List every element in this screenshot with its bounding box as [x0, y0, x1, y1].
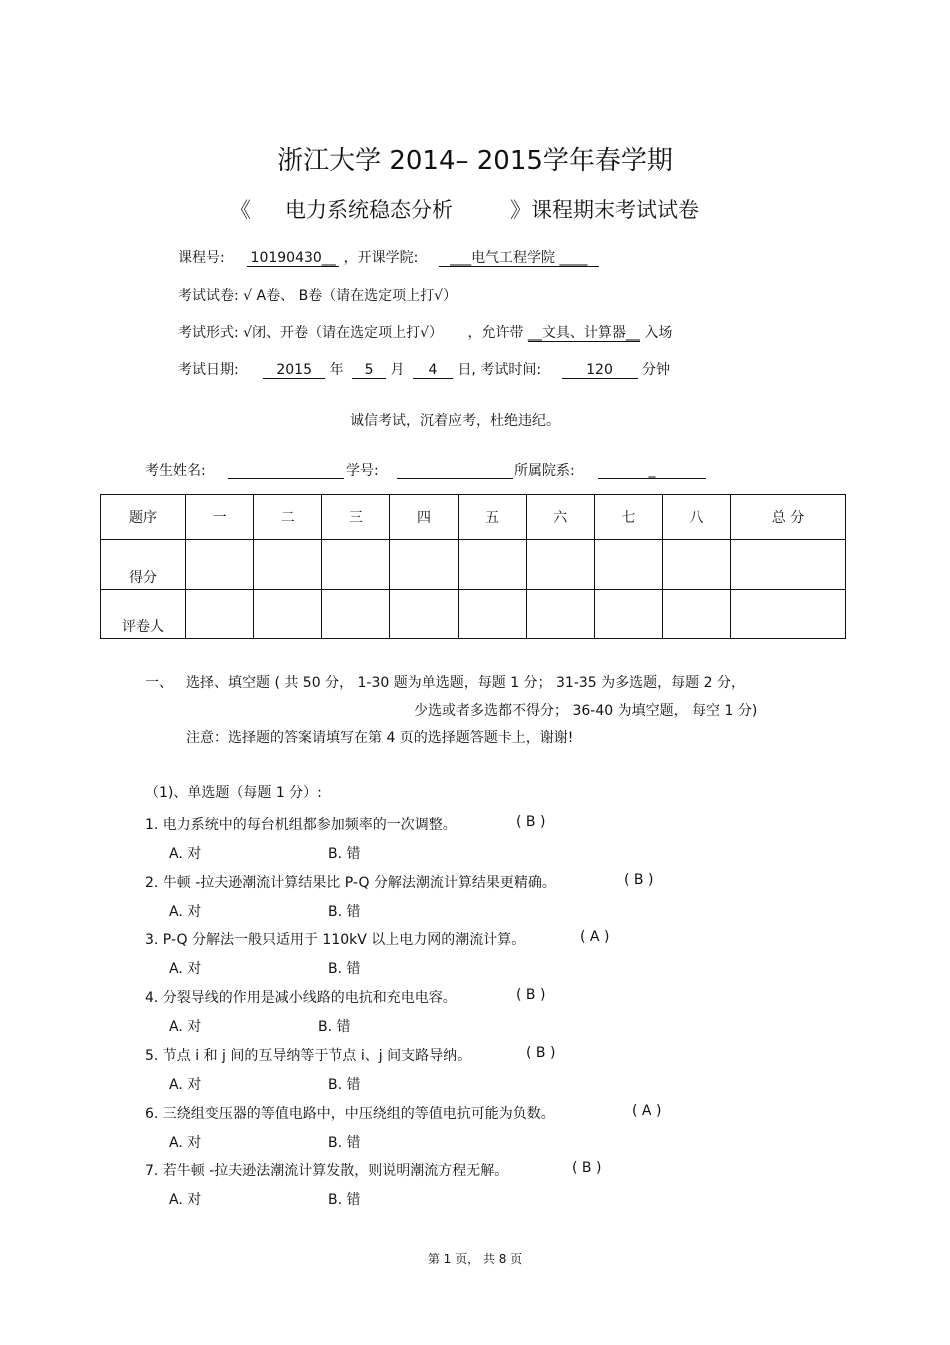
question-answer: ( B ): [516, 987, 546, 1003]
header-cell: 六: [526, 495, 594, 540]
paper-line: [178, 285, 457, 305]
header-cell: 八: [662, 495, 730, 540]
header-cell: 三: [322, 495, 390, 540]
score-cell[interactable]: [731, 540, 846, 589]
score-cell[interactable]: [526, 540, 594, 589]
day-unit: 日, 考试时间:: [457, 362, 542, 378]
college-value: ___电气工程学院 ____: [439, 250, 599, 267]
option-b: B. 错: [328, 1192, 361, 1208]
exam-duration: 120: [562, 362, 638, 379]
page-footer: 第 1 页， 共 8 页: [427, 1252, 523, 1266]
paper-label: 考试试卷:: [178, 288, 239, 304]
header-cell: 一: [186, 495, 254, 540]
header-cell: 二: [254, 495, 322, 540]
option-a: A. 对: [169, 846, 202, 862]
option-b: B. 错: [328, 1135, 361, 1151]
header-cell: 五: [458, 495, 526, 540]
enter-label: 入场: [644, 325, 673, 341]
section-instructions-line1: 选择、填空题 ( 共 50 分， 1-30 题为单选题，每题 1 分； 31-35 为多选题，每题 2 分，: [186, 675, 745, 691]
student-id-field[interactable]: [397, 478, 513, 479]
question-text: 2. 牛顿 -拉夫逊潮流计算结果比 P-Q 分解法潮流计算结果更精确。: [145, 875, 556, 891]
student-name-field[interactable]: [228, 478, 344, 479]
question-answer: ( B ): [516, 814, 546, 830]
option-a: A. 对: [169, 1135, 202, 1151]
option-b: B. 错: [328, 846, 361, 862]
exam-day: 4: [413, 362, 453, 379]
grader-cell[interactable]: [458, 589, 526, 638]
course-no-value: 10190430__: [247, 250, 339, 267]
question-answer: ( B ): [572, 1160, 602, 1176]
option-b: B. 错: [328, 961, 361, 977]
question-answer: ( B ): [526, 1045, 556, 1061]
college-label: ，开课学院:: [343, 250, 419, 266]
year-unit: 年: [329, 362, 344, 378]
grader-cell[interactable]: [731, 589, 846, 638]
question-text: 5. 节点 i 和 j 间的互导纳等于节点 i、j 间支路导纳。: [145, 1048, 472, 1064]
paper-value: √ A卷、 B卷（请在选定项上打√）: [243, 288, 458, 304]
part-heading: （1)、单选题（每题 1 分）:: [145, 785, 322, 801]
date-label: 考试日期:: [178, 362, 239, 378]
header-cell: 题序: [101, 495, 186, 540]
exam-title: 浙江大学 2014– 2015学年春学期: [277, 146, 673, 176]
form-label: 考试形式:: [178, 325, 239, 341]
score-table: [100, 494, 846, 639]
allow-value: __文具、计算器__: [527, 325, 640, 341]
grader-cell[interactable]: [594, 589, 662, 638]
honesty-motto: 诚信考试，沉着应考，杜绝违纪。: [350, 413, 560, 429]
row-label: 评卷人: [101, 589, 186, 638]
question-text: 7. 若牛顿 -拉夫逊法潮流计算发散，则说明潮流方程无解。: [145, 1163, 509, 1179]
section-number: 一、: [145, 675, 173, 691]
form-value: √闭、开卷（请在选定项上打√）: [243, 325, 444, 341]
question-answer: ( B ): [624, 872, 654, 888]
score-cell[interactable]: [322, 540, 390, 589]
header-cell: 四: [390, 495, 458, 540]
exam-year: 2015: [263, 362, 325, 379]
student-id-label: 学号:: [346, 463, 379, 479]
option-a: A. 对: [169, 1077, 202, 1093]
question-answer: ( A ): [632, 1103, 662, 1119]
section-instructions-line2: 少选或者多选都不得分； 36-40 为填空题， 每空 1 分): [414, 703, 758, 719]
question-answer: ( A ): [580, 929, 610, 945]
course-name: 电力系统稳态分析: [285, 198, 453, 222]
option-a: A. 对: [169, 961, 202, 977]
option-b: B. 错: [318, 1019, 351, 1035]
date-line: [178, 359, 670, 379]
student-dept-label: 所属院系:: [514, 463, 575, 479]
form-line: [178, 322, 672, 342]
duration-unit: 分钟: [641, 362, 670, 378]
subtitle-open-bracket: 《: [230, 198, 251, 222]
month-unit: 月: [390, 362, 405, 378]
header-cell: 七: [594, 495, 662, 540]
score-row: [101, 540, 846, 589]
question-text: 6. 三绕组变压器的等值电路中，中压绕组的等值电抗可能为负数。: [145, 1106, 555, 1122]
option-b: B. 错: [328, 904, 361, 920]
grader-cell[interactable]: [526, 589, 594, 638]
option-a: A. 对: [169, 1019, 202, 1035]
score-cell[interactable]: [458, 540, 526, 589]
grader-cell[interactable]: [390, 589, 458, 638]
question-text: 1. 电力系统中的每台机组都参加频率的一次调整。: [145, 817, 457, 833]
course-no-line: [178, 247, 599, 267]
grader-cell[interactable]: [322, 589, 390, 638]
section-note: 注意：选择题的答案请填写在第 4 页的选择题答题卡上，谢谢!: [186, 730, 574, 746]
score-table-header-row: [101, 495, 846, 540]
grader-cell[interactable]: [254, 589, 322, 638]
score-cell[interactable]: [390, 540, 458, 589]
grader-row: [101, 589, 846, 638]
course-no-label: 课程号:: [178, 250, 225, 266]
exam-month: 5: [352, 362, 386, 379]
header-cell: 总 分: [731, 495, 846, 540]
student-dept-field[interactable]: _: [598, 462, 706, 479]
subtitle-rest: 》课程期末考试试卷: [510, 198, 699, 222]
score-cell[interactable]: [594, 540, 662, 589]
option-b: B. 错: [328, 1077, 361, 1093]
score-cell[interactable]: [254, 540, 322, 589]
row-label: 得分: [101, 540, 186, 589]
score-cell[interactable]: [662, 540, 730, 589]
question-text: 3. P-Q 分解法一般只适用于 110kV 以上电力网的潮流计算。: [145, 932, 526, 948]
grader-cell[interactable]: [662, 589, 730, 638]
score-cell[interactable]: [186, 540, 254, 589]
student-name-label: 考生姓名:: [145, 463, 206, 479]
option-a: A. 对: [169, 1192, 202, 1208]
option-a: A. 对: [169, 904, 202, 920]
question-text: 4. 分裂导线的作用是减小线路的电抗和充电电容。: [145, 990, 457, 1006]
grader-cell[interactable]: [186, 589, 254, 638]
allow-label: ，允许带: [467, 325, 524, 341]
